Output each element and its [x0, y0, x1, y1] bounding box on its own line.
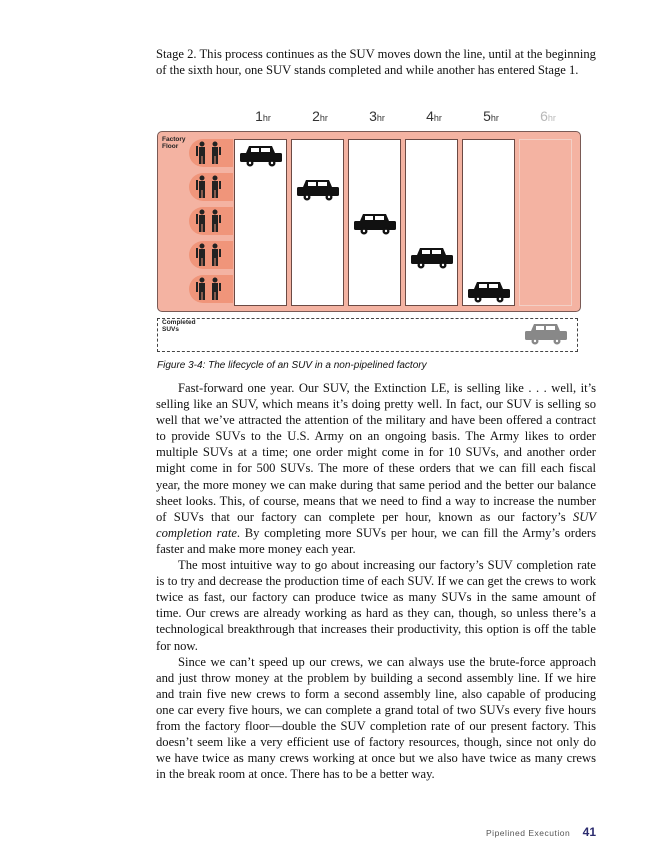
running-footer-title: Pipelined Execution [486, 828, 571, 838]
intro-paragraph: Stage 2. This process continues as the SUV moves down the line, until at the beginning of the sixth hour, one SUV stands completed and while another has entered Stage 1. [156, 47, 596, 77]
crew-icon [189, 207, 233, 235]
suv-icon [296, 179, 340, 201]
completed-suvs-area [157, 318, 578, 352]
hour-label-5: 5hr [483, 108, 499, 124]
hour-label-1: 1hr [255, 108, 271, 124]
body-text [156, 380, 596, 782]
stage-column-2 [291, 139, 344, 306]
page-footer [486, 823, 596, 841]
figure-caption: Figure 3-4: The lifecycle of an SUV in a non-pipelined factory [157, 360, 427, 371]
stage-column-1 [234, 139, 287, 306]
suv-icon [467, 281, 511, 303]
hour-label-4: 4hr [426, 108, 442, 124]
factory-floor [157, 131, 581, 312]
crew-icon [189, 241, 233, 269]
hour-label-6: 6hr [540, 108, 556, 124]
hour-labels [0, 108, 660, 126]
hour-label-3: 3hr [369, 108, 385, 124]
page-number: 41 [582, 825, 596, 839]
suv-icon [353, 213, 397, 235]
completed-suvs-label: Completed SUVs [162, 319, 196, 333]
body-paragraph-1: Fast-forward one year. Our SUV, the Extinction LE, is selling like . . . well, it’s selling like an SUV, which means it’s doing pretty well. In fact, our SUV is selling so well that we’ve attracted the attention of the military and have been offered a contract to provide SUVs to the U.S. Army on an ongoing basis. The Army likes to order multiple SUVs at a time; one order might come in for 10 SUVs, and another order might come in for 500 SUVs. The more of these orders that we can fill each fiscal year, the more money we can make during that same period and the better our balance sheet looks. This, of course, means that we need to find a way to increase the number of SUVs that our factory can complete per hour, known as our factory’s SUV completion rate. By completing more SUVs per hour, we can fill the Army’s orders faster and make more money each year. [156, 381, 596, 556]
stage-column-4 [405, 139, 458, 306]
hour-label-2: 2hr [312, 108, 328, 124]
body-paragraph-2: The most intuitive way to go about increasing our factory’s SUV completion rate is to try and decrease the production time of each SUV. If we can get the crews to work twice as fast, our factory can produce twice as many SUVs in the same amount of time. Our crews are already working as hard as they can, though, so unless there’s a technological breakthrough that increases their productivity, this option is off the table for now. [156, 558, 596, 653]
stage-column-3 [348, 139, 401, 306]
crew-icon [189, 139, 233, 167]
suv-icon [239, 145, 283, 167]
completed-suv-icon [524, 323, 568, 345]
crew-icon [189, 173, 233, 201]
crew-icon [189, 275, 233, 303]
suv-icon [410, 247, 454, 269]
factory-floor-label: Factory Floor [162, 136, 186, 150]
body-paragraph-3: Since we can’t speed up our crews, we can always use the brute-force approach and just throw money at the problem by building a second assembly line. If we hire and train five new crews to form a second assembly line, also capable of producing one car every five hours, we can complete a grand total of two SUVs every five hours from the factory floor—double the SUV completion rate of our present factory. This doesn’t seem like a very efficient use of factory resources, though, since not only do we have twice as many crews working at once but we also have twice as many crews in the break room at once. There has to be a better way. [156, 654, 596, 782]
stage-column-5 [462, 139, 515, 306]
stage-column-6 [519, 139, 572, 306]
